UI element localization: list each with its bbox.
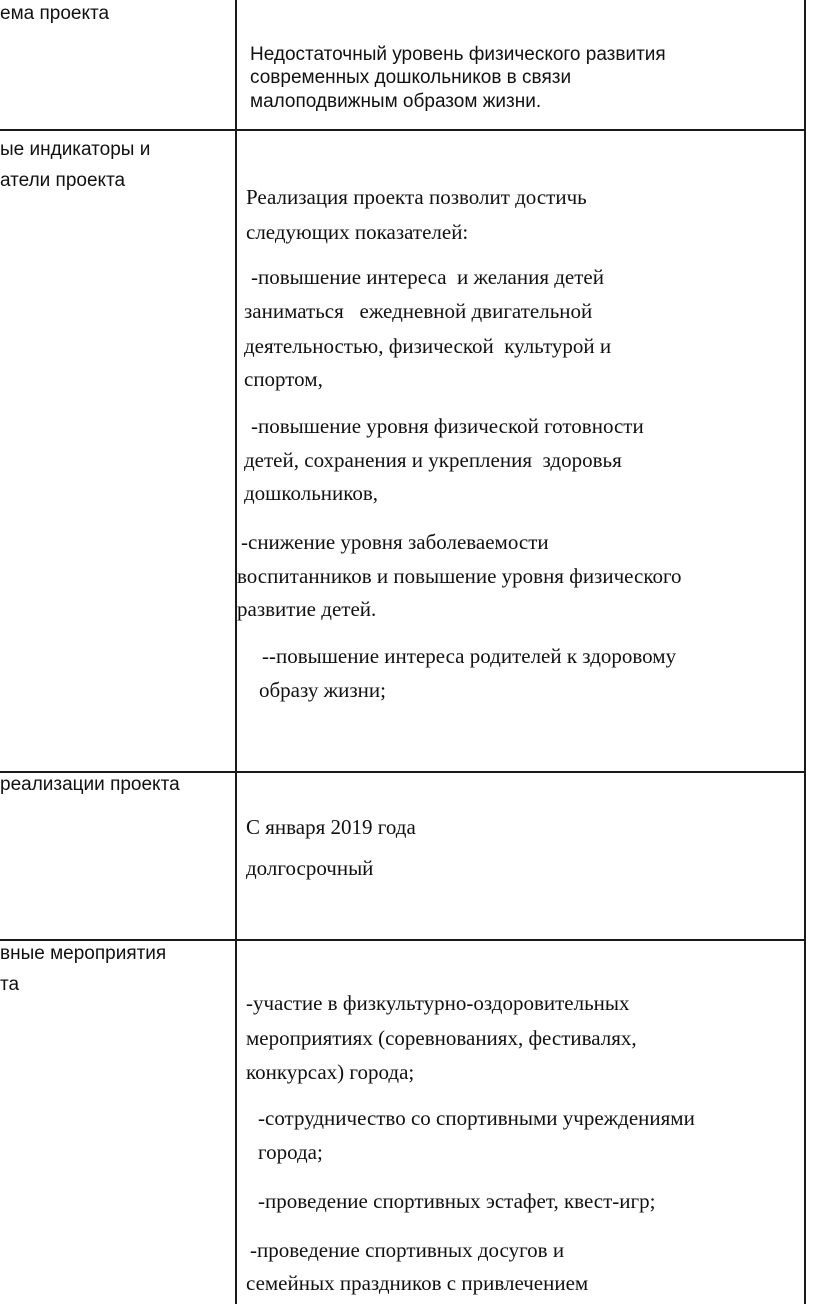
row-content-line: Реализация проекта позволит достичь [246,185,587,209]
row-content-line: -участие в физкультурно-оздоровительных [246,991,630,1015]
row-content-line: -проведение спортивных досугов и [250,1238,565,1262]
row-content-line: заниматься ежедневной двигательной [244,299,593,323]
row-label: ые индикаторы и [0,139,151,160]
row-content-line: -сотрудничество со спортивными учреждениями [258,1106,695,1130]
row-content-line: города; [258,1140,323,1164]
table-row-separator [0,939,806,941]
row-label: атели проекта [0,170,126,191]
table-row-separator [0,771,806,773]
row-content-line: -повышение интереса и желания детей [251,265,604,289]
row-content-line: воспитанников и повышение уровня физического [237,564,682,588]
row-content-line: образу жизни; [259,678,386,702]
row-content-line: развитие детей. [237,597,377,621]
row-content-line: дошкольников, [244,481,379,505]
row-content-line: семейных праздников с привлечением [246,1271,589,1295]
row-content-line: деятельностью, физической культурой и [244,334,612,358]
row-label: реализации проекта [0,774,180,795]
row-label: вные мероприятия [0,943,167,964]
row-content-line: --повышение интереса родителей к здоровому [262,644,677,668]
row-content-line: мероприятиях (соревнованиях, фестивалях, [246,1026,637,1050]
row-content-line: С января 2019 года [246,815,416,839]
row-content-line: -повышение уровня физической готовности [251,414,644,438]
row-content-line: -снижение уровня заболеваемости [241,530,549,554]
table-row-separator [0,129,806,131]
row-label: та [0,974,20,995]
row-content-line: следующих показателей: [246,220,469,244]
row-content-line: современных дошкольников в связи [250,67,572,88]
row-content-line: малоподвижным образом жизни. [250,91,542,112]
row-content-line: конкурсах) города; [246,1060,415,1084]
row-content-line: долгосрочный [246,856,374,880]
row-label: ема проекта [0,3,110,24]
table-divider-vertical [235,0,237,1304]
row-content-line: Недостаточный уровень физического развития [250,44,666,65]
table-border-right [804,0,806,1304]
row-content-line: детей, сохранения и укрепления здоровья [244,448,622,472]
row-content-line: спортом, [244,367,323,391]
row-content-line: -проведение спортивных эстафет, квест-игр; [258,1189,656,1213]
